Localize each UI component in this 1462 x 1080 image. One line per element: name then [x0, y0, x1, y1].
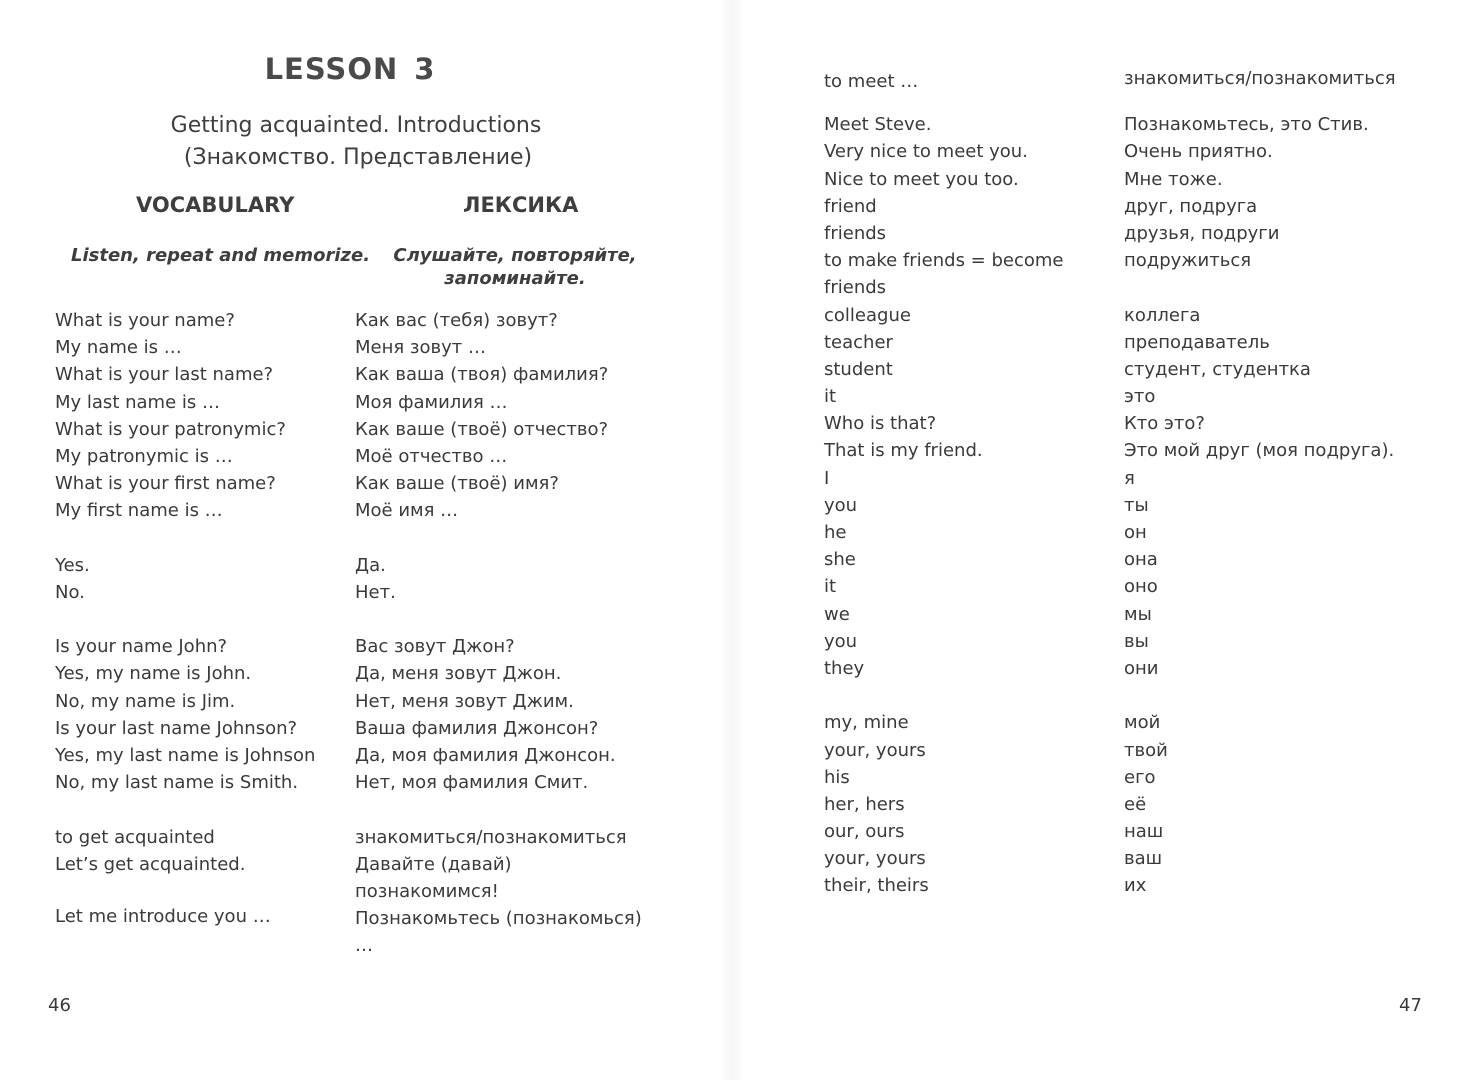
vocab-translation: преподаватель [1124, 331, 1270, 353]
lesson-title [0, 52, 700, 86]
vocab-translation: Нет, моя фамилия Смит. [355, 772, 589, 794]
left-russian-column [355, 307, 655, 960]
vocab-entry: No, my name is Jim. [55, 690, 236, 712]
vocab-translation: Как вас (тебя) зовут? [355, 310, 558, 331]
vocab-entry: it [824, 576, 837, 598]
vocab-translation: они [1124, 657, 1159, 679]
vocab-entry: her, hers [824, 793, 905, 815]
vocab-entry: you [824, 494, 858, 516]
vocab-translation: Вас зовут Джон? [355, 636, 515, 658]
vocab-entry: My first name is … [55, 500, 223, 522]
vocab-translation: студент, студентка [1124, 358, 1311, 380]
vocab-translation: ты [1124, 494, 1149, 516]
left-english-column [55, 307, 345, 930]
vocab-translation: она [1124, 549, 1158, 571]
vocab-entry: he [824, 522, 847, 543]
vocab-translation: Ваша фамилия Джонсон? [355, 717, 599, 739]
vocab-entry: What is your name? [55, 310, 235, 331]
vocab-entry: friends [824, 222, 887, 244]
vocab-translation: Да. [355, 554, 386, 576]
lesson-subtitle [0, 110, 712, 174]
vocab-translation: Нет. [355, 581, 396, 603]
vocab-entry: to get acquainted [55, 826, 215, 848]
vocab-entry: you [824, 630, 858, 652]
vocab-entry: No. [55, 581, 85, 603]
vocab-translation: знакомиться/познакомиться [1124, 68, 1396, 89]
right-english-column [824, 68, 1064, 900]
vocab-translation: друзья, подруги [1124, 222, 1280, 244]
vocab-entry: your, yours [824, 848, 926, 870]
vocab-entry: My last name is … [55, 391, 220, 413]
vocab-translation: я [1124, 467, 1135, 489]
vocab-translation: Да, моя фамилия Джонсон. [355, 745, 616, 766]
vocab-translation: ваш [1124, 848, 1163, 870]
vocab-entry: My patronymic is … [55, 445, 233, 467]
vocab-translation: он [1124, 522, 1147, 543]
vocab-entry: Very nice to meet you. [824, 141, 1028, 163]
vocab-translation: Как ваша (твоя) фамилия? [355, 364, 609, 386]
vocab-entry: we [824, 603, 850, 625]
instruction-ru-line: Слушайте, повторяйте, [393, 245, 637, 266]
vocab-entry: Who is that? [824, 413, 937, 435]
vocab-translation: Моя фамилия … [355, 391, 508, 413]
vocab-entry: your, yours [824, 739, 926, 761]
vocab-translation: Кто это? [1124, 413, 1205, 435]
page-number-left: 46 [48, 995, 71, 1016]
vocab-translation: Нет, меня зовут Джим. [355, 690, 574, 712]
vocab-entry: student [824, 358, 893, 380]
vocab-entry: Meet Steve. [824, 114, 932, 136]
lesson-label: LESSON [264, 52, 399, 86]
vocab-translation: это [1124, 386, 1156, 408]
vocab-translation: Как ваше (твоё) имя? [355, 473, 559, 495]
vocab-entry: What is your first name? [55, 473, 276, 495]
instruction-en: Listen, repeat and memorize. [71, 245, 371, 266]
vocab-translation: Меня зовут … [355, 337, 486, 359]
vocab-translation: её [1124, 793, 1147, 815]
vocab-translation: Да, меня зовут Джон. [355, 663, 562, 685]
vocab-entry: my, mine [824, 712, 909, 734]
vocab-entry: Is your last name Johnson? [55, 717, 298, 739]
vocab-translation: знакомиться/познакомиться [355, 826, 627, 848]
vocab-entry: Yes. [55, 554, 90, 576]
vocab-translation: Мне тоже. [1124, 168, 1223, 190]
right-russian-column [1124, 68, 1424, 900]
vocab-entry: What is your last name? [55, 364, 274, 386]
vocab-entry: it [824, 386, 837, 408]
vocab-translation: оно [1124, 576, 1158, 598]
vocab-entry: Yes, my last name is Johnson [55, 745, 316, 766]
vocab-translation: коллега [1124, 304, 1201, 326]
vocab-translation: подружиться [1124, 250, 1252, 272]
vocab-entry: What is your patronymic? [55, 418, 286, 440]
vocab-entry: My name is … [55, 337, 182, 359]
vocab-entry: to meet … [824, 71, 919, 92]
vocab-entry: teacher [824, 331, 893, 353]
vocab-entry: colleague [824, 304, 911, 326]
vocab-translation: Давайте (давай) [355, 853, 512, 875]
vocab-translation: мы [1124, 603, 1152, 625]
vocab-translation: Познакомьтесь, это Стив. [1124, 114, 1369, 136]
vocab-entry: Nice to meet you too. [824, 168, 1019, 190]
vocab-translation: наш [1124, 821, 1164, 843]
vocab-translation: Это мой друг (моя подруга). [1124, 440, 1395, 462]
vocab-entry: his [824, 766, 850, 788]
vocab-entry: Yes, my name is John. [55, 663, 252, 685]
vocab-entry: our, ours [824, 821, 905, 843]
vocab-translation: познакомимся! [355, 880, 499, 902]
vocab-translation: вы [1124, 630, 1149, 652]
vocab-entry: friend [824, 195, 877, 217]
vocab-translation: друг, подруга [1124, 195, 1258, 217]
instruction-ru [350, 244, 680, 290]
lesson-number: 3 [414, 52, 436, 86]
vocab-translation: Очень приятно. [1124, 141, 1273, 163]
vocab-translation: их [1124, 875, 1147, 897]
vocab-translation: … [355, 935, 373, 957]
vocab-entry: Is your name John? [55, 636, 228, 658]
subtitle-line-en: Getting acquainted. Introductions [170, 113, 542, 138]
vocab-translation: Моё отчество … [355, 445, 508, 467]
vocab-entry: to make friends = become [824, 250, 1064, 272]
vocab-entry: their, theirs [824, 875, 929, 897]
vocab-entry: they [824, 657, 865, 679]
vocab-translation: Познакомьтесь (познакомься) [355, 908, 642, 930]
vocab-entry: No, my last name is Smith. [55, 772, 299, 794]
page-number-right: 47 [1399, 995, 1422, 1016]
vocab-translation: мой [1124, 712, 1161, 734]
leksika-heading: ЛЕКСИКА [463, 193, 579, 217]
vocabulary-heading: VOCABULARY [136, 193, 295, 217]
subtitle-line-ru: (Знакомство. Представление) [183, 145, 533, 170]
vocab-translation: Как ваше (твоё) отчество? [355, 418, 609, 440]
vocab-translation: его [1124, 766, 1156, 788]
vocab-entry: friends [824, 277, 887, 299]
vocab-translation: Моё имя … [355, 500, 459, 522]
vocab-entry: That is my friend. [824, 440, 983, 462]
vocab-entry: she [824, 549, 856, 571]
instruction-ru-line: запоминайте. [444, 268, 586, 289]
vocab-translation: твой [1124, 739, 1168, 761]
vocab-entry: I [824, 467, 830, 489]
vocab-entry: Let’s get acquainted. [55, 853, 246, 875]
vocab-entry: Let me introduce you … [55, 905, 271, 927]
